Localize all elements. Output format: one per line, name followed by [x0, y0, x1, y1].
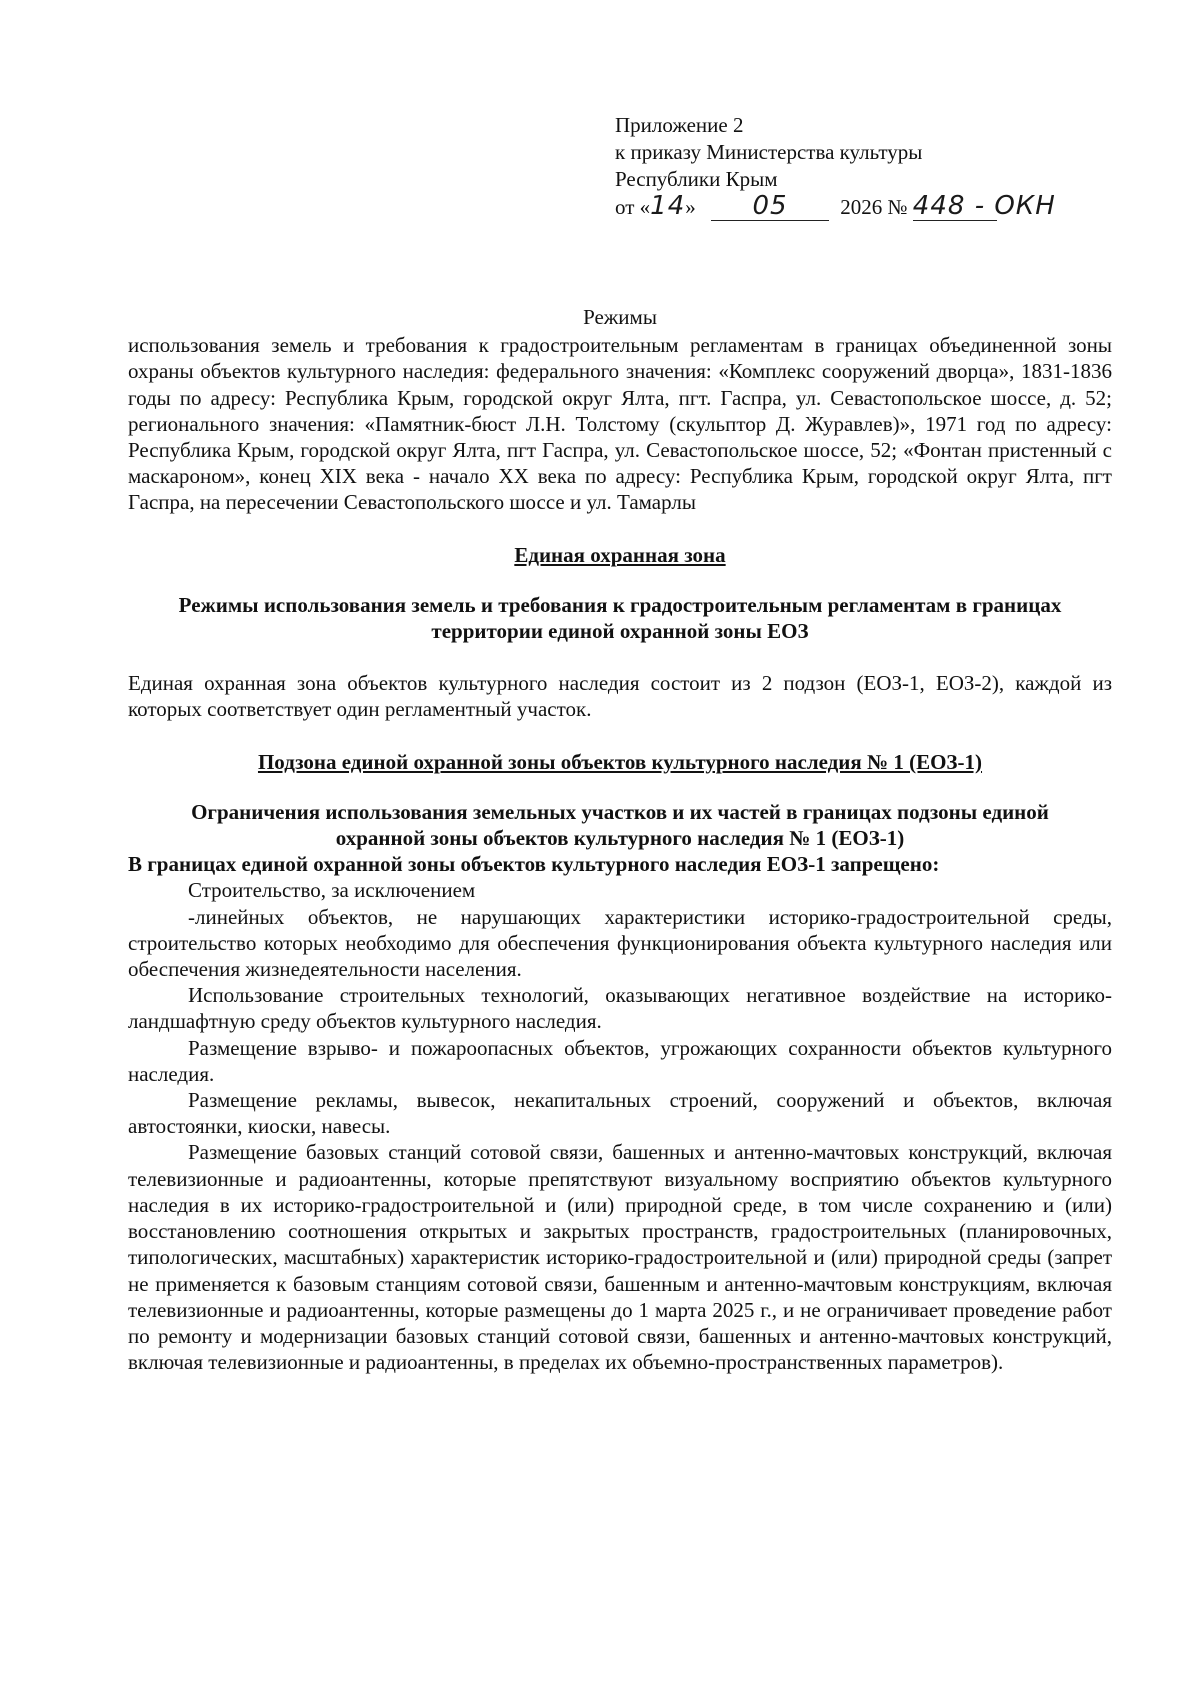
month-blank — [711, 193, 829, 221]
title-text: использования земель и требования к градостроительным регламентам в границах объединенной зоны охраны объектов культурного наследия: федерального значения: «Комплекс сооружений дворца», 1831-1836 годы по адресу: Республика Крым, городской округ Ялта, пгт. Гаспра, ул. Севастопольское шоссе, д. 52; регионального значения: «Памятник-бюст Л.Н. Толстому (скульптор Д. Журавлев)», 1971 год по адресу: Республика Крым, городской округ Ялта, пгт Гаспра, ул. Севастопольское шоссе, 52; «Фонтан пристенный с маскароном», конец XIX века - начало XX века по адресу: Республика Крым, городской округ Ялта, пгт Гаспра, на пересечении Севастопольского шоссе и ул. Тамарлы — [128, 333, 1112, 515]
order-reference: к приказу Министерства культуры — [615, 140, 923, 164]
appendix-header — [615, 112, 1135, 223]
order-date-line — [615, 193, 1135, 223]
date-prefix: от « — [615, 195, 651, 219]
section-heading-unified-zone: Единая охранная зона — [514, 542, 726, 567]
ministry-region: Республики Крым — [615, 167, 778, 191]
prohibited-item: -линейных объектов, не нарушающих характеристики историко-градостроительной среды, строительство которых необходимо для обеспечения функционирования объекта культурного наследия или обеспечения жизнедеятельности населения. — [128, 904, 1112, 982]
main-content — [128, 304, 1112, 1375]
appendix-label: Приложение 2 — [615, 113, 744, 137]
restrictions-heading: Ограничения использования земельных участков и их частей в границах подзоны единой охранной зоны объектов культурного наследия № 1 (ЕОЗ-1) — [191, 799, 1049, 851]
subzone-heading: Подзона единой охранной зоны объектов культурного наследия № 1 (ЕОЗ-1) — [257, 749, 983, 774]
prohibited-item: Использование строительных технологий, оказывающих негативное воздействие на историко-ландшафтную среду объектов культурного наследия. — [128, 983, 1112, 1034]
year-and-number-label: 2026 № — [840, 195, 908, 219]
handwritten-day: 14 — [650, 191, 686, 221]
section-subheading-regimes: Режимы использования земель и требования к градостроительным регламентам в границах территории единой охранной зоны ЕОЗ — [178, 592, 1062, 644]
prohibited-heading: В границах единой охранной зоны объектов культурного наследия ЕОЗ-1 запрещено: — [128, 852, 940, 877]
prohibited-item: Размещение базовых станций сотовой связи, башенных и антенно-мачтовых конструкций, включая телевизионные и радиоантенны, которые препятствуют визуальному восприятию объектов культурного наследия в их историко-градостроительной и (или) природной среде, в том числе сохранению и (или) восстановлению соотношения открытых и закрытых пространств, градостроительных (планировочных, типологических, масштабных) характеристик историко-градостроительной и (или) природной среды (запрет не применяется к базовым станциям сотовой связи, башенным и антенно-мачтовым конструкциям, включая телевизионные и радиоантенны, которые размещены до 1 марта 2025 г., и не ограничивает проведение работ по ремонту и модернизации базовых станций сотовой связи, башенных и антенно-мачтовых конструкций, включая телевизионные и радиоантенны, в пределах их объемно-пространственных параметров). — [128, 1140, 1112, 1375]
prohibited-item: Строительство, за исключением — [188, 878, 476, 903]
date-day-suffix: » — [685, 195, 696, 219]
handwritten-month: 05 — [752, 191, 788, 221]
handwritten-order-number: 448 - ОКН — [912, 191, 1056, 221]
number-blank — [912, 191, 1056, 221]
title-heading: Режимы — [583, 305, 657, 329]
prohibited-item: Размещение рекламы, вывесок, некапитальных строений, сооружений и объектов, включая автостоянки, киоски, навесы. — [128, 1088, 1112, 1139]
section-intro: Единая охранная зона объектов культурного наследия состоит из 2 подзон (ЕОЗ-1, ЕОЗ-2), каждой из которых соответствует один регламентный участок. — [128, 671, 1112, 722]
prohibited-item: Размещение взрыво- и пожароопасных объектов, угрожающих сохранности объектов культурного наследия. — [128, 1035, 1112, 1086]
